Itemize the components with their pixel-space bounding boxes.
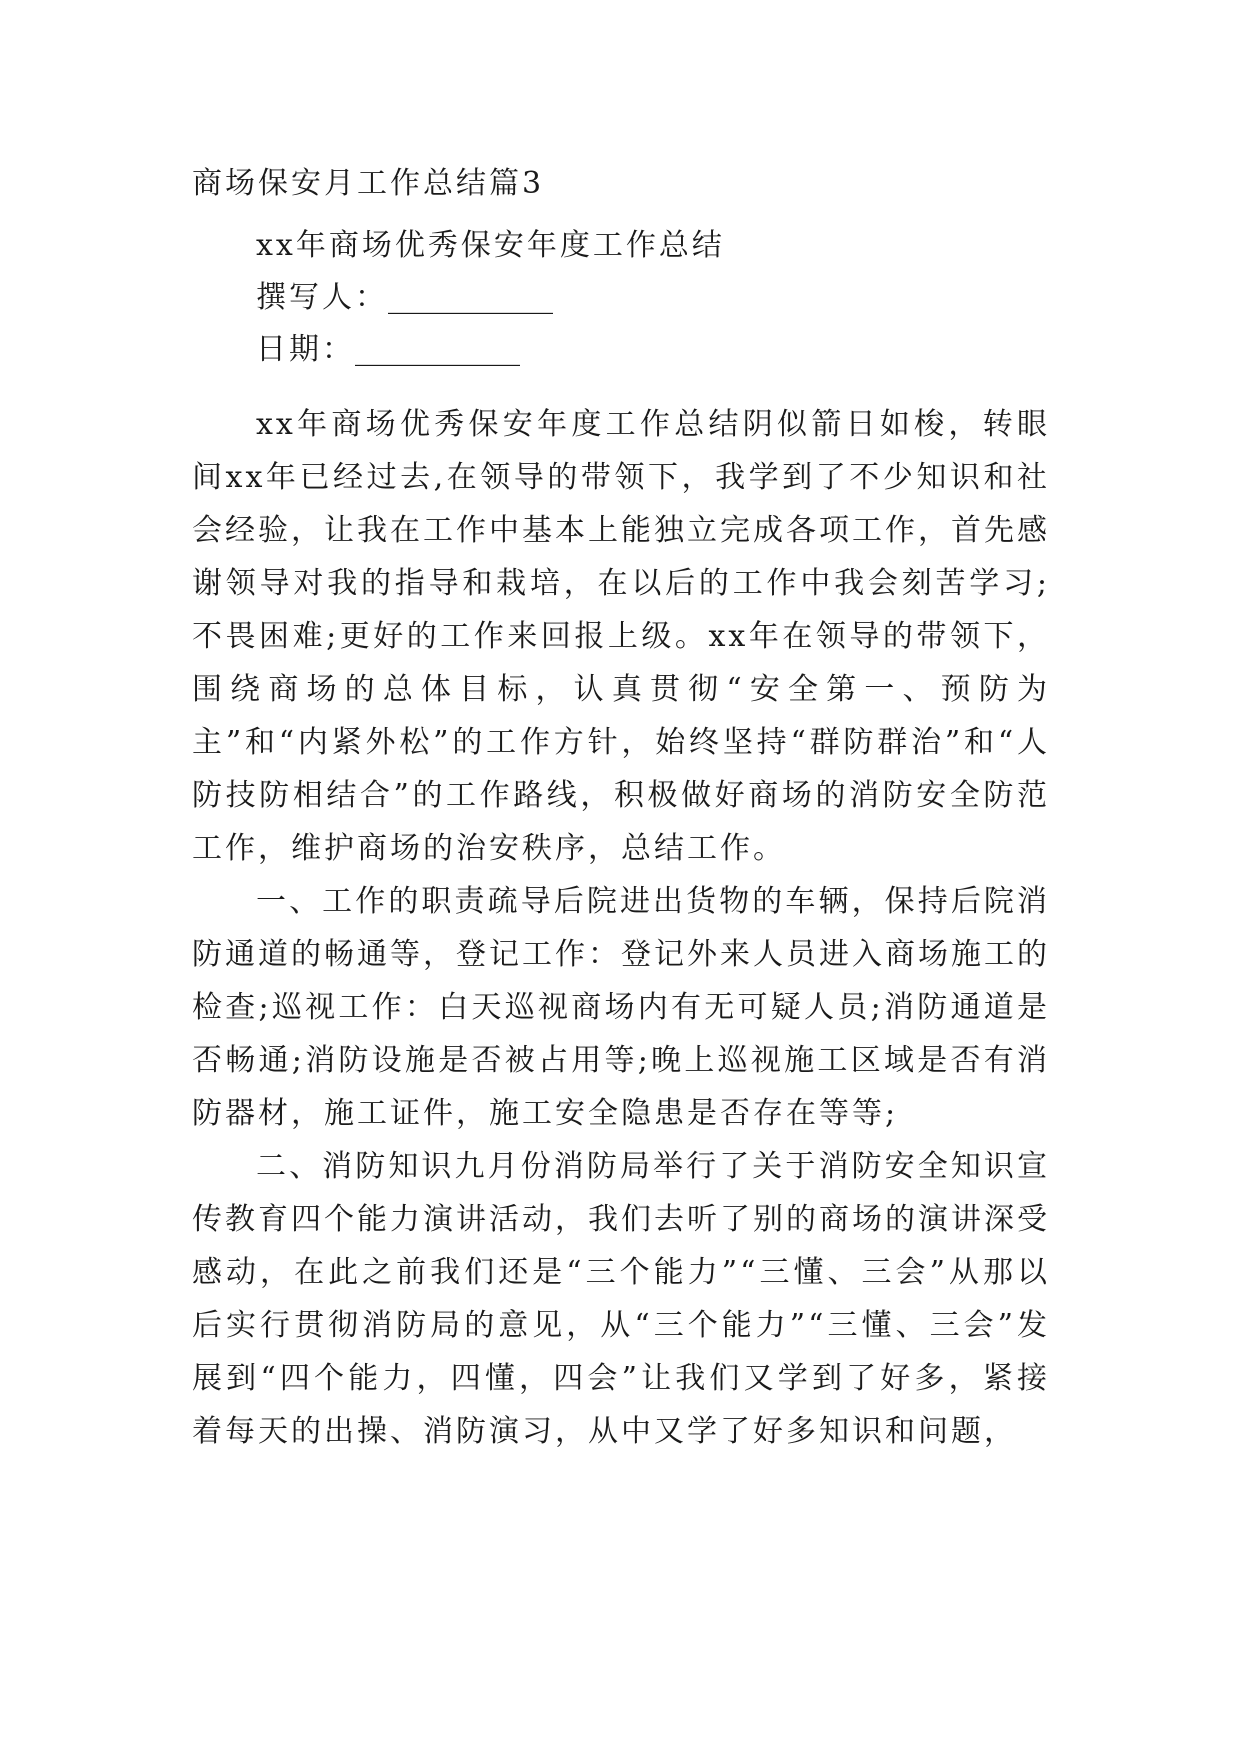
date-label: 日期： — [256, 332, 355, 367]
paragraph: xx年商场优秀保安年度工作总结阴似箭日如梭，转眼间xx年已经过去,在领导的带领下，我学到了不少知识和社会经验，让我在工作中基本上能独立完成各项工作，首先感谢领导对我的指导和栽培，在以后的工作中我会刻苦学习;不畏困难;更好的工作来回报上级。xx年在领导的带领下，围绕商场的总体目标，认真贯彻“安全第一、预防为主”和“内紧外松”的工作方针，始终坚持“群防群治”和“人防技防相结合”的工作路线，积极做好商场的消防安全防范工作，维护商场的治安秩序，总结工作。 — [192, 407, 1050, 866]
document-subtitle: xx年商场优秀保安年度工作总结 — [256, 228, 725, 263]
document-title: 商场保安月工作总结篇3 — [192, 166, 545, 201]
author-line — [256, 272, 1050, 324]
author-blank: ___________ — [388, 280, 553, 315]
paragraph: 一、工作的职责疏导后院进出货物的车辆，保持后院消防通道的畅通等，登记工作：登记外来人员进入商场施工的检查;巡视工作：白天巡视商场内有无可疑人员;消防通道是否畅通;消防设施是否被占用等;晚上巡视施工区域是否有消防器材，施工证件，施工安全隐患是否存在等等; — [192, 884, 1050, 1131]
date-blank: ___________ — [355, 332, 520, 367]
author-label: 撰写人： — [256, 280, 388, 315]
date-line — [256, 324, 1050, 376]
document-body — [192, 398, 1050, 1458]
paragraph: 二、消防知识九月份消防局举行了关于消防安全知识宣传教育四个能力演讲活动，我们去听了别的商场的演讲深受感动，在此之前我们还是“三个能力”“三懂、三会”从那以后实行贯彻消防局的意见，从“三个能力”“三懂、三会”发展到“四个能力，四懂，四会”让我们又学到了好多，紧接着每天的出操、消防演习，从中又学了好多知识和问题， — [192, 1149, 1050, 1449]
document-meta — [192, 220, 1050, 376]
